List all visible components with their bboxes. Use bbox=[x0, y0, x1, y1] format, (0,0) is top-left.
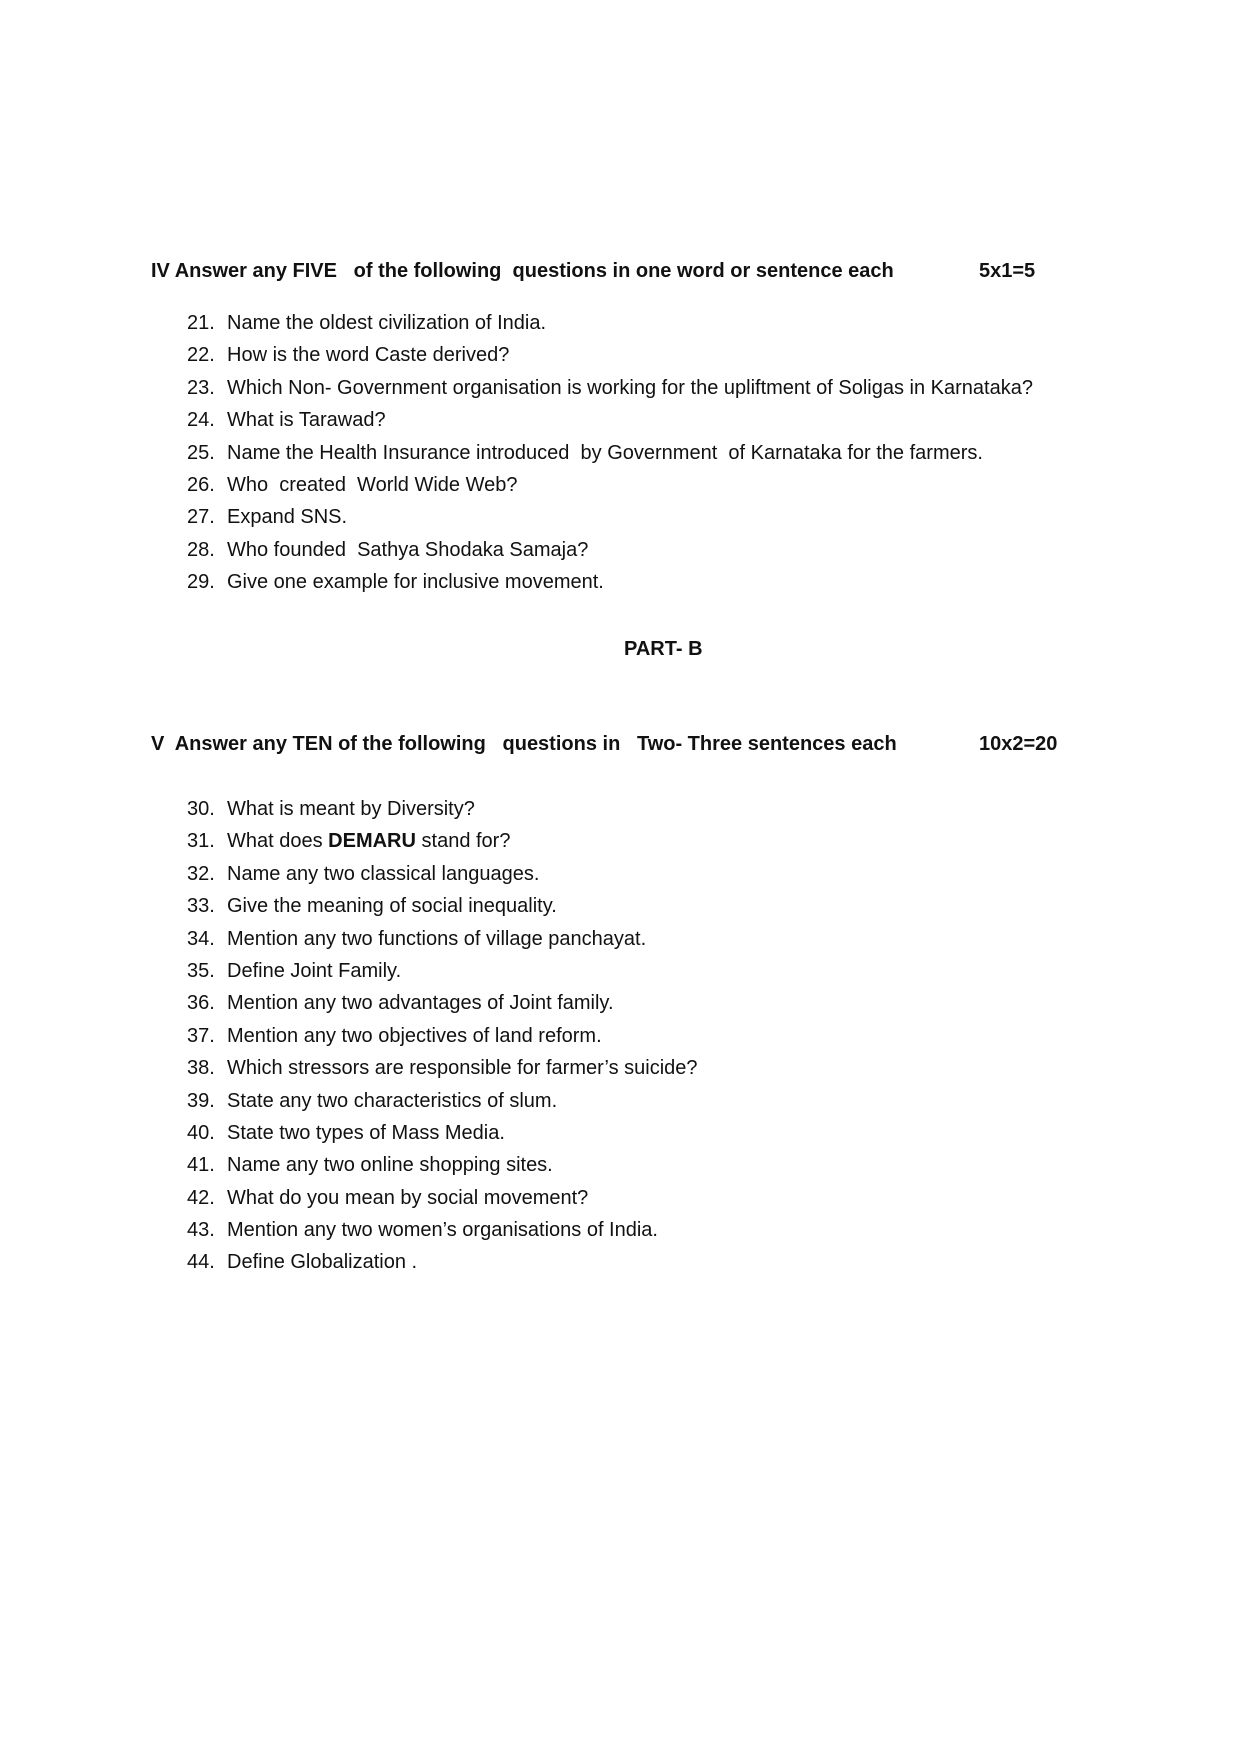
question-number: 36. bbox=[187, 992, 215, 1015]
question-text: What is Tarawad? bbox=[227, 409, 386, 432]
question-text: Give one example for inclusive movement. bbox=[227, 571, 604, 594]
question-text: Name the Health Insurance introduced by Government of Karnataka for the farmers. bbox=[227, 441, 983, 464]
question-item bbox=[187, 955, 698, 987]
part-b-title: PART- B bbox=[624, 638, 703, 660]
question-number: 40. bbox=[187, 1121, 215, 1144]
question-number: 37. bbox=[187, 1024, 215, 1047]
question-item bbox=[187, 372, 1033, 404]
question-text: Mention any two advantages of Joint family. bbox=[227, 992, 614, 1015]
question-text: Who created World Wide Web? bbox=[227, 473, 518, 496]
question-number: 23. bbox=[187, 376, 215, 399]
question-text-suffix: stand for? bbox=[415, 830, 511, 853]
question-item bbox=[187, 825, 698, 857]
question-number: 25. bbox=[187, 441, 215, 464]
question-item bbox=[187, 307, 1033, 339]
question-item bbox=[187, 793, 698, 825]
question-number: 28. bbox=[187, 538, 215, 561]
section-v-question-list bbox=[187, 793, 698, 1279]
question-number: 21. bbox=[187, 312, 215, 334]
question-text: Define Joint Family. bbox=[227, 959, 402, 982]
question-item bbox=[187, 858, 698, 890]
question-item bbox=[187, 1182, 698, 1214]
question-number: 42. bbox=[187, 1186, 215, 1209]
question-item bbox=[187, 469, 1033, 501]
question-text: Which stressors are responsible for farmer’s suicide? bbox=[227, 1057, 698, 1080]
question-number: 29. bbox=[187, 571, 215, 594]
question-number: 26. bbox=[187, 473, 215, 496]
section-v-heading: V Answer any TEN of the following questions in Two- Three sentences each bbox=[151, 733, 897, 755]
question-text: Who founded Sathya Shodaka Samaja? bbox=[227, 538, 589, 561]
question-number: 35. bbox=[187, 959, 215, 982]
question-text: Define Globalization . bbox=[227, 1251, 418, 1274]
question-number: 24. bbox=[187, 409, 215, 432]
acronym-demaru: DEMARU bbox=[328, 830, 416, 853]
question-item bbox=[187, 566, 1033, 598]
question-number: 33. bbox=[187, 895, 215, 918]
question-text: Mention any two objectives of land reform. bbox=[227, 1024, 602, 1047]
question-item bbox=[187, 501, 1033, 533]
question-item bbox=[187, 1117, 698, 1149]
question-text: Mention any two functions of village panchayat. bbox=[227, 927, 647, 950]
question-number: 41. bbox=[187, 1154, 215, 1177]
question-number: 32. bbox=[187, 862, 215, 885]
question-item bbox=[187, 1052, 698, 1084]
question-number: 38. bbox=[187, 1057, 215, 1080]
question-item bbox=[187, 1085, 698, 1117]
question-item bbox=[187, 1214, 698, 1246]
question-text: Mention any two women’s organisations of India. bbox=[227, 1219, 658, 1242]
question-text bbox=[227, 825, 510, 857]
question-text: Which Non- Government organisation is working for the upliftment of Soligas in Karnataka? bbox=[227, 376, 1033, 399]
section-iv-marks: 5x1=5 bbox=[979, 260, 1036, 282]
question-item bbox=[187, 437, 1033, 469]
question-number: 31. bbox=[187, 830, 215, 853]
question-number: 34. bbox=[187, 927, 215, 950]
question-number: 27. bbox=[187, 506, 215, 529]
question-text: How is the word Caste derived? bbox=[227, 344, 510, 367]
question-text: State two types of Mass Media. bbox=[227, 1121, 505, 1144]
question-text: Expand SNS. bbox=[227, 506, 348, 529]
question-text: What is meant by Diversity? bbox=[227, 798, 475, 820]
question-number: 43. bbox=[187, 1219, 215, 1242]
question-text: Give the meaning of social inequality. bbox=[227, 895, 557, 918]
question-number: 22. bbox=[187, 344, 215, 367]
question-item bbox=[187, 1020, 698, 1052]
question-item bbox=[187, 1149, 698, 1181]
question-item bbox=[187, 890, 698, 922]
question-item bbox=[187, 404, 1033, 436]
question-item bbox=[187, 1246, 698, 1278]
question-text: Name any two classical languages. bbox=[227, 862, 540, 885]
question-item bbox=[187, 339, 1033, 371]
question-number: 30. bbox=[187, 798, 215, 820]
question-item bbox=[187, 987, 698, 1019]
question-item bbox=[187, 534, 1033, 566]
section-v-marks: 10x2=20 bbox=[979, 733, 1058, 755]
question-number: 44. bbox=[187, 1251, 215, 1274]
section-iv-heading: IV Answer any FIVE of the following questions in one word or sentence each bbox=[151, 260, 894, 282]
question-text: State any two characteristics of slum. bbox=[227, 1089, 558, 1112]
section-iv-question-list bbox=[187, 307, 1033, 599]
question-item bbox=[187, 923, 698, 955]
question-text: What do you mean by social movement? bbox=[227, 1186, 589, 1209]
question-text: Name the oldest civilization of India. bbox=[227, 312, 547, 334]
question-number: 39. bbox=[187, 1089, 215, 1112]
question-text-prefix: What does bbox=[227, 830, 329, 853]
question-text: Name any two online shopping sites. bbox=[227, 1154, 553, 1177]
